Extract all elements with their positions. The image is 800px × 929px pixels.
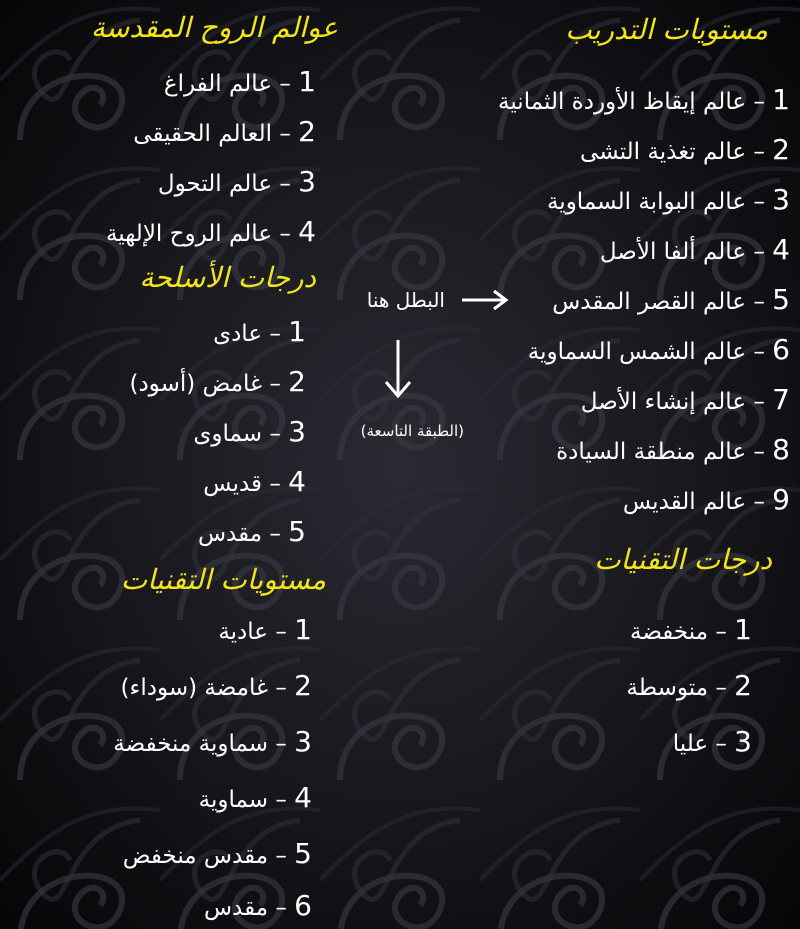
list-item: 2 – غامض (أسود) (129, 365, 306, 398)
list-item: 9 – عالم القديس (622, 483, 790, 516)
list-item: 2 – غامضة (سوداء) (120, 669, 312, 702)
arrow-down-icon (382, 338, 414, 400)
list-item: 4 – قديس (203, 465, 306, 498)
list-item: 5 – عالم القصر المقدس (552, 283, 790, 316)
spirit-worlds-heading: عوالم الروح المقدسة (90, 11, 338, 44)
list-item: 4 – عالم ألفا الأصل (599, 233, 790, 266)
hero-here-label: البطل هنا (366, 288, 445, 312)
training-levels-heading: مستويات التدريب (565, 13, 768, 46)
list-item: 3 – سماوى (193, 415, 306, 448)
list-item: 3 – عليا (672, 725, 752, 758)
list-item: 1 – عادية (218, 613, 312, 646)
weapon-grades-heading: درجات الأسلحة (139, 261, 316, 294)
list-item: 3 – عالم التحول (157, 165, 316, 198)
list-item: 5 – مقدس (197, 515, 306, 548)
list-item: 1 – عالم إيقاظ الأوردة الثمانية (498, 83, 790, 116)
technique-grades-heading: درجات التقنيات (594, 543, 772, 576)
ninth-floor-label: (الطبقة التاسعة) (360, 422, 464, 440)
list-item: 7 – عالم إنشاء الأصل (580, 383, 790, 416)
list-item: 4 – عالم الروح الإلهية (105, 215, 316, 248)
list-item: 3 – سماوية منخفضة (113, 725, 312, 758)
list-item: 2 – عالم تغذية التشى (580, 133, 790, 166)
list-item: 4 – سماوية (198, 781, 312, 814)
list-item: 2 – العالم الحقيقى (133, 115, 316, 148)
list-item: 1 – منخفضة (630, 613, 752, 646)
technique-levels-heading: مستويات التقنيات (120, 563, 326, 596)
list-item: 2 – متوسطة (626, 669, 752, 702)
list-item: 1 – عالم الفراغ (163, 65, 316, 98)
list-item: 6 – عالم الشمس السماوية (527, 333, 790, 366)
list-item: 8 – عالم منطقة السيادة (556, 433, 790, 466)
list-item: 3 – عالم البوابة السماوية (546, 183, 790, 216)
list-item: 6 – مقدس (203, 889, 312, 922)
list-item: 5 – مقدس منخفض (122, 837, 312, 870)
list-item: 1 – عادى (213, 315, 306, 348)
arrow-right-icon (460, 288, 510, 312)
